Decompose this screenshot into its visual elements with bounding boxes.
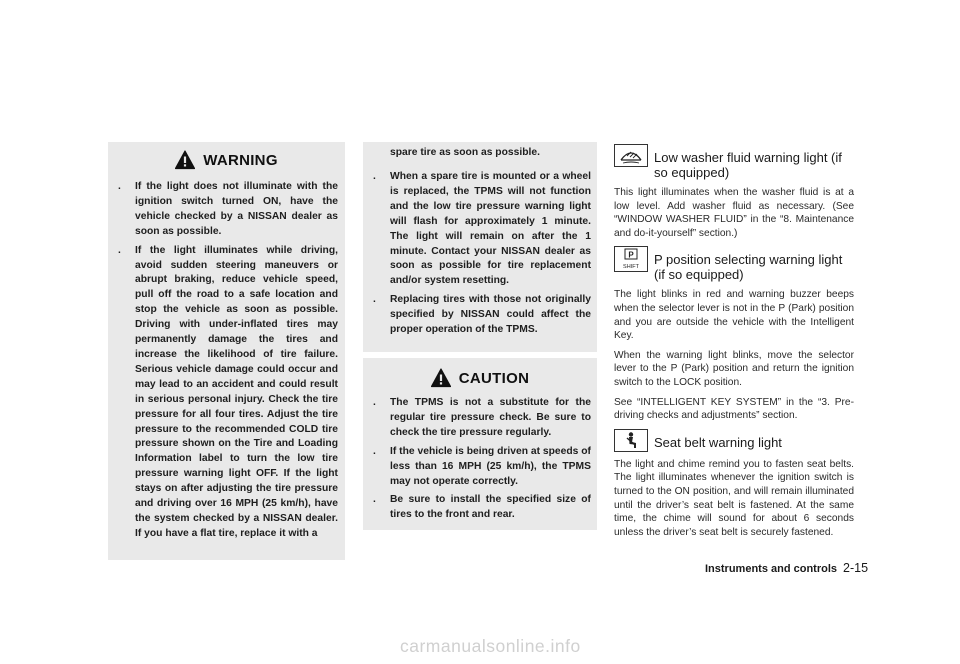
warning-list [118, 180, 338, 546]
bullet: . [373, 397, 376, 408]
p-position-heading [614, 246, 854, 282]
list-item: . If the light illuminates while driving, avoid sudden steering maneuvers or abrupt braking, reduce vehicle speed, pull off the road to a safe location and stop the vehicle as soon as possible. Driving with under-inflated tires may permanently damage the tires and increase the likelihood of tire failure. Serious vehicle damage could occur and may lead to an accident and could result in serious personal injury. Check the tire pressure for all four tires. Adjust the tire pressure to the recommended COLD tire pressure shown on the Tire and Loading Information label to turn the low tire pressure warning light OFF. If the light stays on after adjusting the tire pressure and driving over 16 MPH (25 km/h), have the system checked by a NISSAN dealer. If you have a flat tire, replace it with a [118, 244, 338, 539]
page-footer [705, 561, 868, 575]
caution-title: CAUTION [458, 369, 530, 387]
warning-continued-list [373, 170, 591, 342]
washer-body: This light illuminates when the washer fluid is at a low level. Add washer fluid as necessary. (See “WINDOW WASHER FLUID” in the “8. Maintenance and do-it-yourself” section.) [614, 187, 854, 239]
list-item: . If the light does not illuminate with the ignition switch turned ON, have the vehicle checked by a NISSAN dealer as soon as possible. [118, 181, 338, 237]
seatbelt-heading [614, 429, 854, 452]
seatbelt-section [614, 429, 854, 540]
shift-icon-label: SHIFT [623, 264, 639, 271]
p-position-para-1: The light blinks in red and warning buzzer beeps when the selector lever is not in the P (Park) position and you are outside the vehicle with the Intelligent Key. [614, 289, 854, 342]
list-item: . If the vehicle is being driven at speeds of less than 16 MPH (25 km/h), the TPMS may not operate correctly. [373, 445, 591, 487]
caution-header [363, 368, 597, 388]
seatbelt-icon [614, 429, 648, 452]
footer-section-name: Instruments and controls [705, 563, 838, 575]
list-item: . Be sure to install the specified size of tires to the front and rear. [373, 494, 591, 521]
svg-text:P: P [628, 250, 634, 260]
warning-box [108, 142, 345, 560]
warning-triangle-icon [175, 150, 195, 170]
seatbelt-body: The light and chime remind you to fasten seat belts. The light illuminates whenever the ignition switch is turned to the ON position, and will remain illuminated until the driver’s seat belt is fastened. At the same time, the chime will sound for about 6 seconds unless the driver’s seat belt is securely fastened. [614, 458, 854, 538]
washer-fluid-icon [614, 144, 648, 167]
seatbelt-title: Seat belt warning light [654, 434, 782, 450]
bullet: . [373, 294, 376, 306]
p-position-title: P position selecting warning light (if so equipped) [654, 252, 843, 283]
bullet: . [373, 445, 376, 457]
warning-header [108, 150, 345, 170]
p-position-para-2: When the warning light blinks, move the selector lever to the P (Park) position and return the ignition switch to the LOCK position. [614, 349, 854, 388]
watermark: carmanualsonline.info [400, 636, 581, 656]
p-position-para-3: See “INTELLIGENT KEY SYSTEM” in the “3. Pre-driving checks and adjustments” section. [614, 396, 854, 422]
washer-heading [614, 144, 854, 180]
caution-box [363, 358, 597, 530]
list-item: . When a spare tire is mounted or a wheel is replaced, the TPMS will not function and the low tire pressure warning light will flash for approximately 1 minute. The light will remain on after the 1 minute. Contact your NISSAN dealer as soon as possible for tire replacement and/or system resetting. [373, 171, 591, 287]
right-column [614, 144, 854, 545]
bullet: . [118, 181, 121, 192]
list-item: . The TPMS is not a substitute for the regular tire pressure check. Be sure to check the tire pressure regularly. [373, 397, 591, 438]
caution-triangle-icon [431, 368, 451, 388]
caution-list [373, 396, 591, 527]
bullet: . [373, 171, 376, 182]
p-position-section [614, 246, 854, 422]
warning-continued-box [363, 142, 597, 352]
bullet: . [373, 494, 376, 506]
washer-section [614, 144, 854, 240]
warning-continuation: spare tire as soon as possible. [390, 147, 540, 158]
warning-title: WARNING [203, 151, 278, 169]
list-item: . Replacing tires with those not originally specified by NISSAN could affect the proper operation of the TPMS. [373, 294, 591, 336]
washer-title: Low washer fluid warning light (if so equipped) [654, 150, 842, 180]
bullet: . [118, 244, 121, 256]
p-position-icon [614, 246, 648, 272]
page-number: 2-15 [843, 561, 869, 575]
